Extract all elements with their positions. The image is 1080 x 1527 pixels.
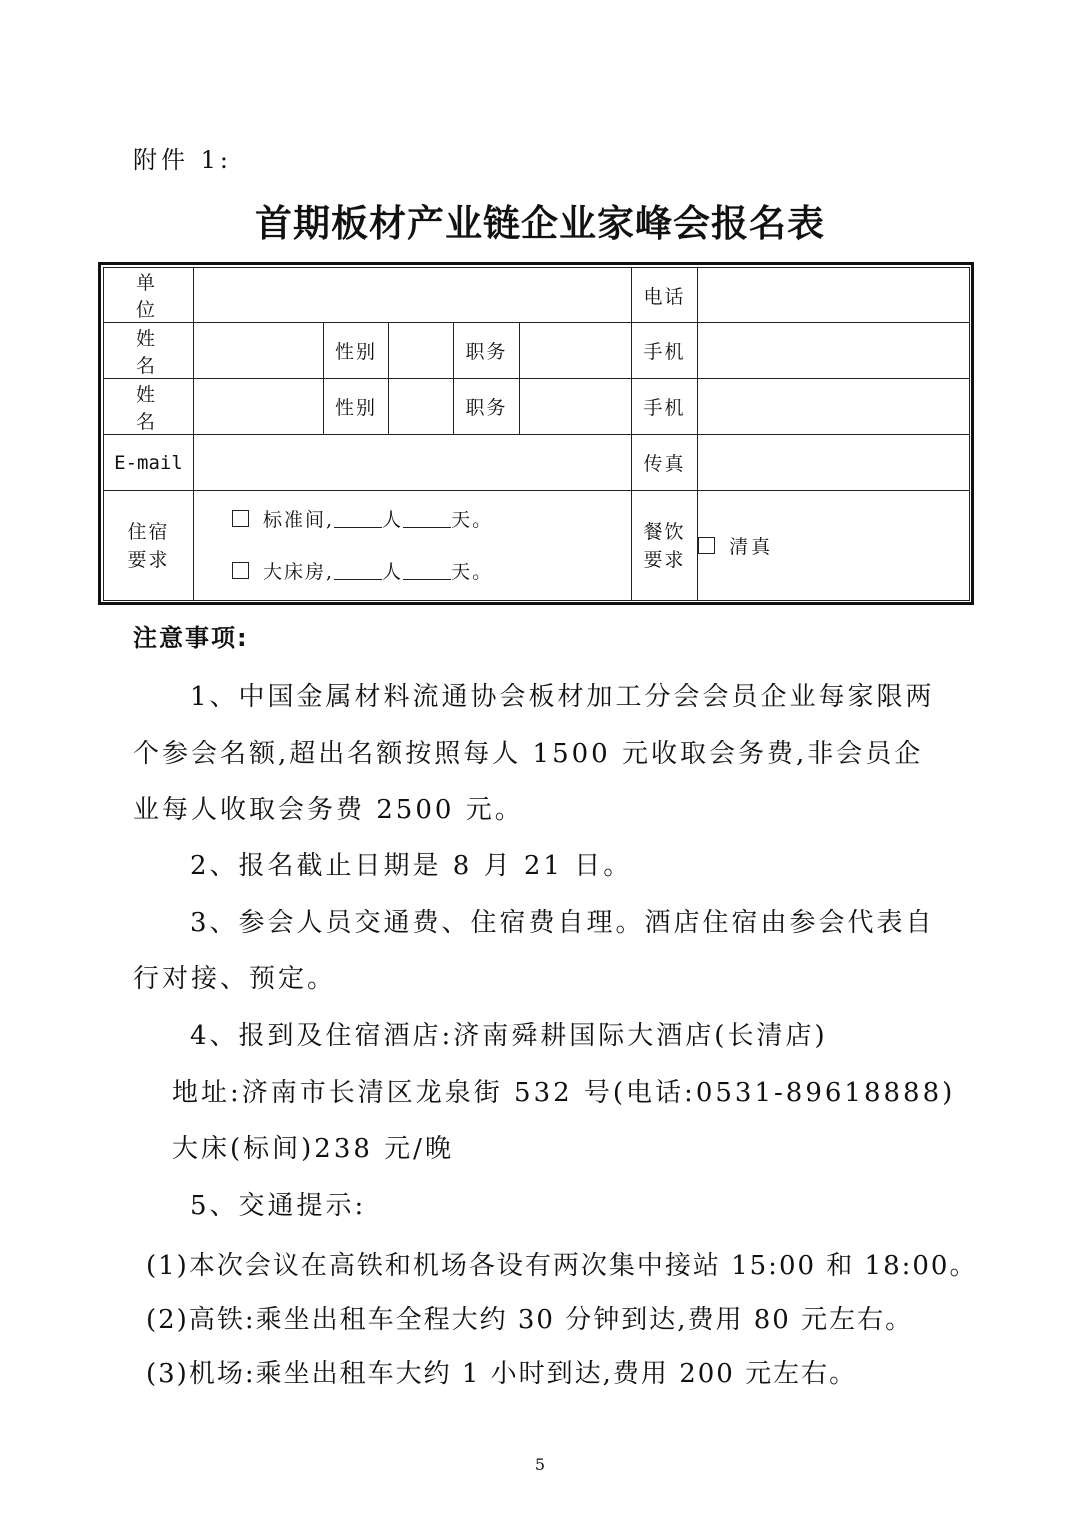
registration-table — [103, 267, 970, 601]
king-room-days-blank[interactable] — [403, 561, 451, 580]
person-unit: 人 — [382, 508, 404, 531]
position-field[interactable] — [520, 379, 632, 435]
dining-options — [698, 491, 970, 601]
mobile-label: 手机 — [632, 323, 698, 379]
dining-label-line: 餐饮 — [643, 520, 686, 543]
email-label: E-mail — [104, 435, 194, 491]
king-room-label: 大床房, — [263, 560, 335, 583]
gender-label: 性别 — [324, 379, 389, 435]
note-item-3-line-1: 3、参会人员交通费、住宿费自理。酒店住宿由参会代表自 — [190, 908, 935, 938]
transport-tip-3: (3)机场:乘坐出租车大约 1 小时到达,费用 200 元左右。 — [146, 1359, 858, 1389]
standard-room-persons-blank[interactable] — [334, 509, 382, 528]
king-room-option — [194, 546, 631, 598]
standard-room-days-blank[interactable] — [403, 509, 451, 528]
notes-heading: 注意事项: — [133, 624, 249, 652]
unit-label: 单位 — [104, 268, 194, 323]
position-label: 职务 — [454, 379, 520, 435]
lodging-label — [104, 491, 194, 601]
gender-label: 性别 — [324, 323, 389, 379]
lodging-label-line: 住宿 — [127, 520, 170, 543]
page-title: 首期板材产业链企业家峰会报名表 — [255, 202, 825, 245]
halal-checkbox[interactable] — [698, 537, 715, 554]
fax-label: 传真 — [632, 435, 698, 491]
lodging-options — [194, 491, 632, 601]
note-item-1-line-1: 1、中国金属材料流通协会板材加工分会会员企业每家限两 — [190, 682, 935, 712]
day-unit: 天。 — [451, 560, 494, 583]
note-item-4: 4、报到及住宿酒店:济南舜耕国际大酒店(长清店) — [190, 1021, 828, 1051]
king-room-persons-blank[interactable] — [334, 561, 382, 580]
room-price: 大床(标间)238 元/晚 — [172, 1134, 454, 1164]
position-label: 职务 — [454, 323, 520, 379]
name-label: 姓名 — [104, 379, 194, 435]
note-item-3-line-2: 行对接、预定。 — [133, 964, 337, 994]
standard-room-checkbox[interactable] — [232, 510, 249, 527]
table-row — [104, 491, 970, 601]
name-label: 姓名 — [104, 323, 194, 379]
mobile-field[interactable] — [698, 379, 970, 435]
table-row — [104, 323, 970, 379]
dining-label — [632, 491, 698, 601]
halal-label: 清真 — [729, 536, 774, 558]
name-field[interactable] — [194, 379, 324, 435]
phone-field[interactable] — [698, 268, 970, 323]
note-item-1-line-3: 业每人收取会务费 2500 元。 — [133, 795, 524, 825]
transport-tip-1: (1)本次会议在高铁和机场各设有两次集中接站 15:00 和 18:00。 — [146, 1251, 978, 1281]
table-row — [104, 435, 970, 491]
standard-room-option — [194, 494, 631, 546]
email-field[interactable] — [194, 435, 632, 491]
note-item-1-line-2: 个参会名额,超出名额按照每人 1500 元收取会务费,非会员企 — [133, 739, 924, 769]
king-room-checkbox[interactable] — [232, 562, 249, 579]
transport-tip-2: (2)高铁:乘坐出租车全程大约 30 分钟到达,费用 80 元左右。 — [146, 1305, 914, 1335]
mobile-field[interactable] — [698, 323, 970, 379]
note-item-2: 2、报名截止日期是 8 月 21 日。 — [190, 851, 633, 881]
registration-form — [98, 262, 974, 605]
note-item-5: 5、交通提示: — [190, 1191, 367, 1221]
standard-room-label: 标准间, — [263, 508, 335, 531]
mobile-label: 手机 — [632, 379, 698, 435]
hotel-address: 地址:济南市长清区龙泉街 532 号(电话:0531-89618888) — [172, 1078, 956, 1108]
gender-field[interactable] — [389, 323, 454, 379]
day-unit: 天。 — [451, 508, 494, 531]
position-field[interactable] — [520, 323, 632, 379]
lodging-label-line: 要求 — [127, 548, 170, 571]
dining-label-line: 要求 — [643, 548, 686, 571]
page-number: 5 — [534, 1455, 546, 1474]
table-row — [104, 379, 970, 435]
attachment-label: 附件 1: — [133, 146, 232, 174]
person-unit: 人 — [382, 560, 404, 583]
name-field[interactable] — [194, 323, 324, 379]
fax-field[interactable] — [698, 435, 970, 491]
phone-label: 电话 — [632, 268, 698, 323]
unit-field[interactable] — [194, 268, 632, 323]
table-row — [104, 268, 970, 323]
gender-field[interactable] — [389, 379, 454, 435]
